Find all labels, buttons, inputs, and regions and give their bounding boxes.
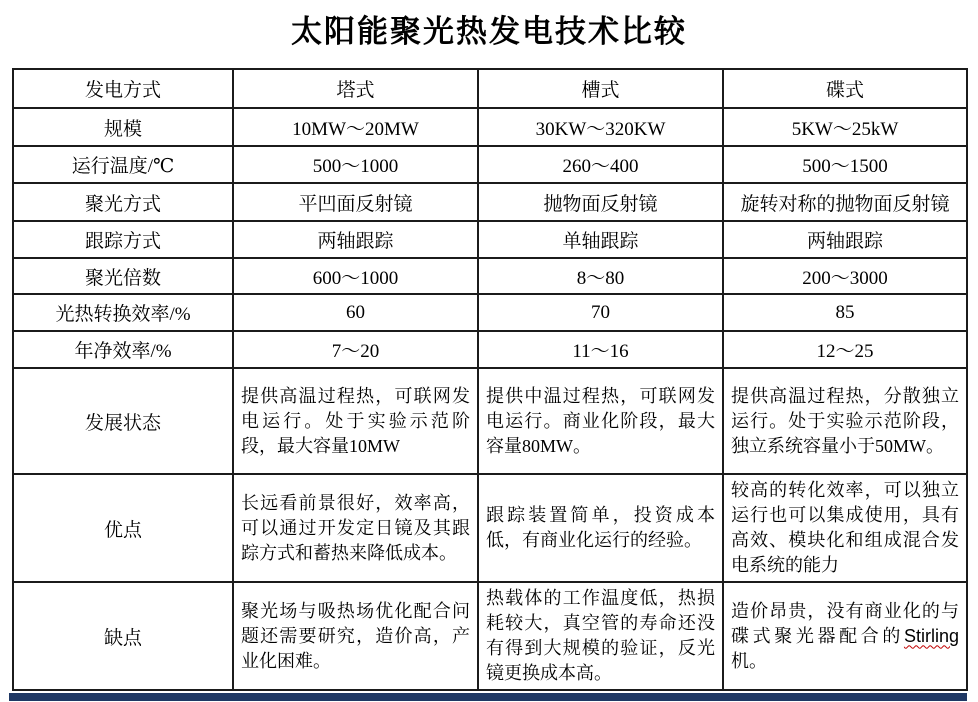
data-cell: 30KW～320KW [478, 108, 723, 146]
row-label-cell: 年净效率/% [13, 331, 233, 368]
header-cell-trough: 槽式 [478, 69, 723, 108]
data-cell: 旋转对称的抛物面反射镜 [723, 183, 967, 221]
disadvantage-dish-suffix: 机。 [731, 650, 767, 671]
data-cell: 500～1500 [723, 146, 967, 183]
row-concentration-method [13, 183, 967, 221]
header-cell-tower: 塔式 [233, 69, 478, 108]
row-light-heat-efficiency [13, 294, 967, 331]
data-cell: 热载体的工作温度低，热损耗较大，真空管的寿命还没有得到大规模的验证，反光镜更换成本高。 [478, 582, 723, 690]
data-cell: 聚光场与吸热场优化配合问题还需要研究，造价高，产业化困难。 [233, 582, 478, 690]
data-cell: 10MW～20MW [233, 108, 478, 146]
data-cell: 提供高温过程热，分散独立运行。处于实验示范阶段，独立系统容量小于50MW。 [723, 368, 967, 474]
row-label-cell: 聚光方式 [13, 183, 233, 221]
data-cell: 260～400 [478, 146, 723, 183]
data-cell: 70 [478, 294, 723, 331]
data-cell: 500～1000 [233, 146, 478, 183]
data-cell: 12～25 [723, 331, 967, 368]
row-tracking-method [13, 221, 967, 258]
data-cell: 5KW～25kW [723, 108, 967, 146]
comparison-table [12, 68, 968, 691]
data-cell: 提供高温过程热，可联网发电运行。处于实验示范阶段，最大容量10MW [233, 368, 478, 474]
row-label-cell: 规模 [13, 108, 233, 146]
row-label-cell: 优点 [13, 474, 233, 582]
data-cell: 7～20 [233, 331, 478, 368]
table-header-row [13, 69, 967, 108]
row-scale [13, 108, 967, 146]
data-cell: 平凹面反射镜 [233, 183, 478, 221]
row-label-cell: 聚光倍数 [13, 258, 233, 294]
row-disadvantages [13, 582, 967, 690]
data-cell: 85 [723, 294, 967, 331]
spellcheck-underlined-word: Stirling [903, 625, 959, 646]
data-cell: 60 [233, 294, 478, 331]
slide-footer-bar [9, 693, 967, 701]
data-cell: 11～16 [478, 331, 723, 368]
row-label-cell: 光热转换效率/% [13, 294, 233, 331]
data-cell: 8～80 [478, 258, 723, 294]
data-cell: 跟踪装置简单，投资成本低，有商业化运行的经验。 [478, 474, 723, 582]
data-cell: 较高的转化效率，可以独立运行也可以集成使用，具有高效、模块化和组成混合发电系统的能力 [723, 474, 967, 582]
data-cell: 600～1000 [233, 258, 478, 294]
data-cell-with-spellcheck [723, 582, 967, 690]
data-cell: 提供中温过程热，可联网发电运行。商业化阶段，最大容量80MW。 [478, 368, 723, 474]
row-label-cell: 发展状态 [13, 368, 233, 474]
row-operating-temperature [13, 146, 967, 183]
data-cell: 抛物面反射镜 [478, 183, 723, 221]
row-label-cell: 跟踪方式 [13, 221, 233, 258]
row-advantages [13, 474, 967, 582]
data-cell: 两轴跟踪 [723, 221, 967, 258]
data-cell: 两轴跟踪 [233, 221, 478, 258]
disadvantage-dish-prefix: 造价昂贵，没有商业化的与碟式聚光器配合的 [731, 600, 959, 646]
row-label-cell: 运行温度/℃ [13, 146, 233, 183]
header-cell-dish: 碟式 [723, 69, 967, 108]
row-concentration-ratio [13, 258, 967, 294]
row-label-cell: 缺点 [13, 582, 233, 690]
data-cell: 长远看前景很好，效率高，可以通过开发定日镜及其跟踪方式和蓄热来降低成本。 [233, 474, 478, 582]
data-cell: 单轴跟踪 [478, 221, 723, 258]
row-annual-net-efficiency [13, 331, 967, 368]
header-cell-generation-method: 发电方式 [13, 69, 233, 108]
row-development-status [13, 368, 967, 474]
page-title: 太阳能聚光热发电技术比较 [291, 14, 687, 49]
data-cell: 200～3000 [723, 258, 967, 294]
